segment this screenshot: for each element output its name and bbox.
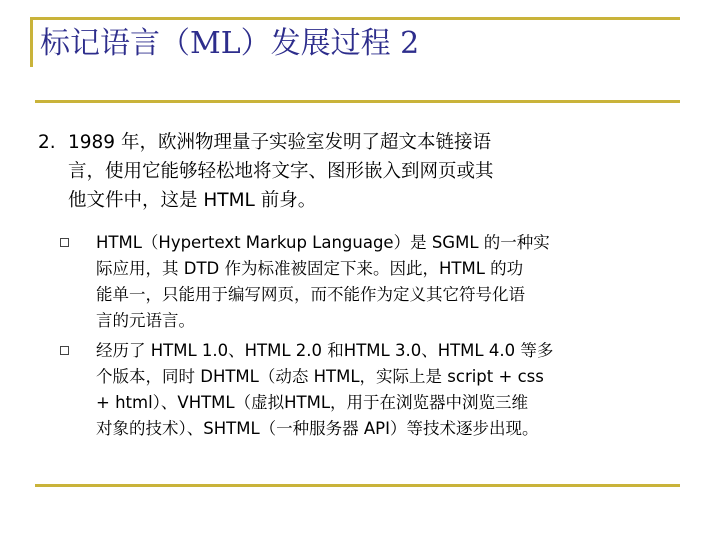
bullet-item-1: [60, 230, 685, 334]
bullet-1-line-1: HTML（Hypertext Markup Language）是 SGML 的一种实: [96, 233, 550, 252]
paragraph-line-1: 1989 年，欧洲物理量子实验室发明了超文本链接语: [68, 132, 491, 153]
left-decorative-rule: [30, 17, 33, 67]
slide-title: 标记语言（ML）发展过程 2: [40, 26, 420, 61]
bullet-1-line-2: 际应用，其 DTD 作为标准被固定下来。因此，HTML 的功: [96, 259, 524, 278]
bullet-2-line-3: + html）、VHTML（虚拟HTML，用于在浏览器中浏览三维: [96, 393, 529, 412]
bullet-2-line-4: 对象的技术）、SHTML（一种服务器 API）等技术逐步出现。: [96, 419, 539, 438]
main-paragraph: [38, 128, 678, 215]
paragraph-number: 2.: [38, 132, 56, 153]
hollow-square-bullet-icon: [60, 238, 69, 247]
bottom-divider: [35, 484, 680, 487]
bullet-2-line-2: 个版本，同时 DHTML（动态 HTML，实际上是 script + css: [96, 367, 544, 386]
paragraph-line-2: 言，使用它能够轻松地将文字、图形嵌入到网页或其: [68, 161, 494, 182]
bullet-2-line-1: 经历了 HTML 1.0、HTML 2.0 和HTML 3.0、HTML 4.0 等多: [96, 341, 554, 360]
top-decorative-rule: [30, 17, 680, 20]
bullet-1-line-3: 能单一，只能用于编写网页，而不能作为定义其它符号化语: [96, 285, 525, 304]
bullet-1-line-4: 言的元语言。: [96, 311, 195, 330]
title-divider: [35, 100, 680, 103]
hollow-square-bullet-icon: [60, 346, 69, 355]
bullet-item-2: [60, 338, 685, 442]
paragraph-line-3: 他文件中，这是 HTML 前身。: [68, 190, 317, 211]
